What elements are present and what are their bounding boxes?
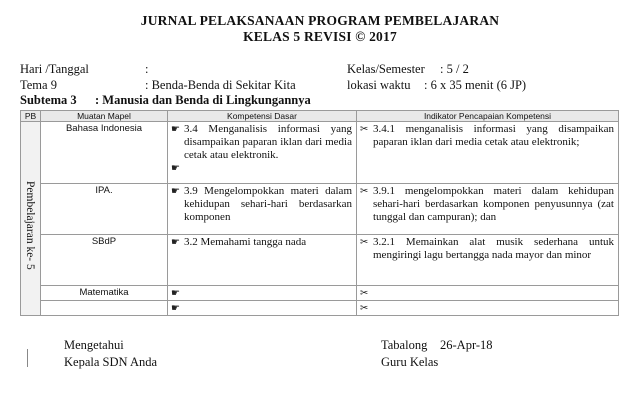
hand-pointing-icon: ☛ (171, 288, 180, 299)
mengetahui-label: Mengetahui (64, 338, 124, 352)
ipk-cell (357, 122, 619, 184)
ipk-text: 3.2.1 Memainkan alat musik sederhana untuk mengiringi lagu bertangga nada mayor dan minor (373, 236, 614, 261)
document-title: JURNAL PELAKSANAAN PROGRAM PEMBELAJARAN (140, 13, 500, 28)
waktu-label: lokasi waktu (347, 78, 411, 92)
kelas-label: Kelas/Semester (347, 62, 425, 76)
scissors-icon: ✂ (360, 237, 369, 248)
hari-label: Hari /Tanggal (20, 62, 89, 76)
ipk-text: 3.4.1 menganalisis informasi yang disampaikan paparan iklan dari media cetak atau elektronik; (373, 123, 614, 148)
table-row (21, 301, 619, 316)
table-header-row (21, 111, 619, 122)
mapel-cell (41, 301, 168, 316)
mapel-cell: Matematika (41, 286, 168, 301)
scissors-icon: ✂ (360, 288, 369, 299)
kd-text: 3.9 Mengelompokkan materi dalam kehidupan sehari-hari berdasarkan komponen (184, 185, 352, 223)
ipk-cell (357, 184, 619, 235)
mapel-cell: Bahasa Indonesia (41, 122, 168, 184)
kd-cell (168, 286, 357, 301)
kd-text: 3.2 Memahami tangga nada (184, 236, 307, 248)
tema-label: Tema 9 (20, 78, 57, 92)
kepala-sekolah-label: Kepala SDN Anda (64, 355, 158, 369)
date-label: 26-Apr-18 (440, 338, 493, 352)
kelas-value: : 5 / 2 (440, 62, 469, 76)
header-mapel: Muatan Mapel (41, 111, 168, 122)
kd-cell (168, 301, 357, 316)
hand-pointing-icon: ☛ (171, 303, 180, 314)
pembelajaran-label: Pembelajaran ke- 5 (24, 180, 36, 270)
header-ipk: Indikator Pencapaian Kompetensi (357, 111, 619, 122)
guru-kelas-label: Guru Kelas (381, 355, 439, 369)
ipk-cell (357, 235, 619, 286)
mapel-cell: IPA. (41, 184, 168, 235)
hand-pointing-icon: ☛ (171, 124, 180, 135)
kd-text: 3.4 Menganalisis informasi yang disampaikan paparan iklan dari media cetak atau elektronik. (184, 123, 352, 161)
table-row (21, 184, 619, 235)
waktu-value: : 6 x 35 menit (6 JP) (424, 78, 527, 92)
kd-cell (168, 122, 357, 184)
table-row (21, 235, 619, 286)
table-row (21, 122, 619, 184)
table-row (21, 286, 619, 301)
scissors-icon: ✂ (360, 303, 369, 314)
scissors-icon: ✂ (360, 124, 369, 135)
ipk-text: 3.9.1 mengelompokkan materi dalam kehidupan sehari-hari berdasarkan komponen penyusunnya (zat tunggal dan campuran); dan (373, 185, 614, 223)
kd-cell (168, 235, 357, 286)
ipk-cell (357, 301, 619, 316)
place-label: Tabalong (381, 338, 428, 352)
subtema-value: : Manusia dan Benda di Lingkungannya (95, 93, 311, 107)
margin-mark (27, 349, 28, 367)
mapel-cell: SBdP (41, 235, 168, 286)
subtema-label: Subtema 3 (20, 93, 77, 107)
journal-table (20, 110, 619, 316)
hari-separator: : (145, 62, 149, 76)
kd-cell (168, 184, 357, 235)
header-kd: Kompetensi Dasar (168, 111, 357, 122)
ipk-cell (357, 286, 619, 301)
header-pb: PB (21, 111, 41, 122)
tema-value: : Benda-Benda di Sekitar Kita (145, 78, 296, 92)
hand-pointing-icon: ☛ (171, 186, 180, 197)
hand-pointing-icon: ☛ (171, 163, 180, 174)
hand-pointing-icon: ☛ (171, 237, 180, 248)
document-subtitle: KELAS 5 REVISI © 2017 (243, 29, 397, 44)
scissors-icon: ✂ (360, 186, 369, 197)
